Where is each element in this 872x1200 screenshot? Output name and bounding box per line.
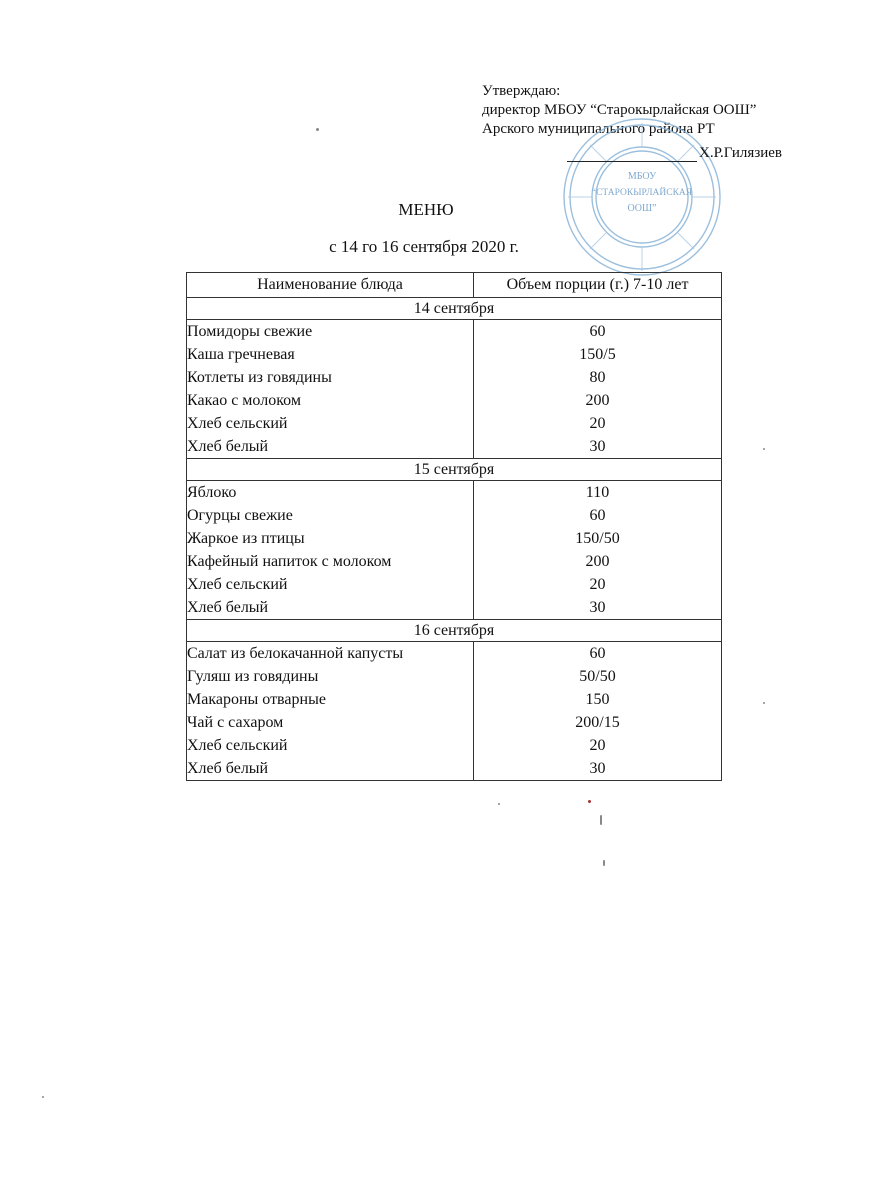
dish-portion: 30 bbox=[589, 438, 606, 455]
day-dishes-row bbox=[187, 642, 722, 781]
dish-names-cell bbox=[187, 481, 474, 620]
scan-speck bbox=[600, 815, 602, 825]
day-header-row bbox=[187, 298, 722, 320]
seal-line-3: ООШ” bbox=[627, 203, 657, 214]
scan-speck bbox=[316, 128, 319, 131]
dish-portion: 150/5 bbox=[579, 346, 616, 363]
dish-portion: 20 bbox=[589, 415, 606, 432]
signatory-name: Х.Р.Гилязиев bbox=[699, 145, 783, 161]
approval-heading: Утверждаю: bbox=[482, 83, 561, 99]
dish-name: Хлеб белый bbox=[187, 599, 269, 616]
dish-portion: 20 bbox=[589, 737, 606, 754]
day-date: 15 сентября bbox=[187, 459, 722, 481]
portion-values-cell bbox=[474, 642, 722, 781]
column-header-portion: Объем порции (г.) 7-10 лет bbox=[474, 273, 722, 298]
scan-speck bbox=[498, 803, 500, 805]
scan-speck bbox=[603, 860, 605, 866]
dish-name: Хлеб сельский bbox=[187, 415, 288, 432]
dish-portion: 150 bbox=[585, 691, 610, 708]
menu-table bbox=[186, 272, 722, 781]
dish-portion: 200/15 bbox=[575, 714, 620, 731]
dish-name: Яблоко bbox=[187, 484, 237, 501]
column-header-dish: Наименование блюда bbox=[187, 273, 474, 298]
day-dishes-row bbox=[187, 481, 722, 620]
dish-portion: 200 bbox=[585, 553, 610, 570]
dish-name: Макароны отварные bbox=[187, 691, 326, 708]
dish-name: Огурцы свежие bbox=[187, 507, 293, 524]
seal-line-2: “СТАРОКЫРЛАЙСКАЯ bbox=[591, 188, 693, 198]
menu-table-body bbox=[187, 298, 722, 781]
scan-speck bbox=[763, 702, 765, 704]
dish-name: Чай с сахаром bbox=[187, 714, 284, 731]
scan-speck bbox=[588, 800, 591, 803]
dish-name: Хлеб сельский bbox=[187, 576, 288, 593]
dish-portion: 60 bbox=[589, 507, 606, 524]
table-header-row bbox=[187, 273, 722, 298]
approval-position: директор МБОУ “Старокырлайская ООШ” bbox=[482, 102, 757, 118]
portion-values-cell bbox=[474, 320, 722, 459]
dish-name: Гуляш из говядины bbox=[187, 668, 319, 685]
dish-portion: 110 bbox=[585, 484, 610, 501]
document-subtitle: с 14 го 16 сентября 2020 г. bbox=[329, 237, 519, 256]
dish-name: Хлеб белый bbox=[187, 760, 269, 777]
dish-portion: 150/50 bbox=[575, 530, 620, 547]
dish-portion: 200 bbox=[585, 392, 610, 409]
day-date: 14 сентября bbox=[187, 298, 722, 320]
dish-name: Хлеб сельский bbox=[187, 737, 288, 754]
dish-portion: 30 bbox=[589, 599, 606, 616]
signature-line bbox=[567, 161, 697, 162]
dish-name: Кафейный напиток с молоком bbox=[187, 553, 392, 570]
day-header-row bbox=[187, 459, 722, 481]
scan-speck bbox=[763, 448, 765, 450]
scan-speck bbox=[42, 1096, 44, 1098]
dish-name: Салат из белокачанной капусты bbox=[187, 645, 404, 662]
seal-line-1: МБОУ bbox=[627, 171, 657, 182]
dish-portion: 80 bbox=[589, 369, 606, 386]
dish-portion: 20 bbox=[589, 576, 606, 593]
approval-district: Арского муниципального района РТ bbox=[482, 121, 715, 137]
dish-name: Какао с молоком bbox=[187, 392, 301, 409]
dish-names-cell bbox=[187, 642, 474, 781]
day-header-row bbox=[187, 620, 722, 642]
signature-row bbox=[567, 145, 797, 162]
day-dishes-row bbox=[187, 320, 722, 459]
dish-portion: 60 bbox=[589, 645, 606, 662]
portion-values-cell bbox=[474, 481, 722, 620]
dish-name: Помидоры свежие bbox=[187, 323, 313, 340]
dish-portion: 50/50 bbox=[579, 668, 616, 685]
dish-names-cell bbox=[187, 320, 474, 459]
dish-name: Котлеты из говядины bbox=[187, 369, 332, 386]
dish-name: Каша гречневая bbox=[187, 346, 295, 363]
dish-name: Хлеб белый bbox=[187, 438, 269, 455]
day-date: 16 сентября bbox=[187, 620, 722, 642]
dish-portion: 30 bbox=[589, 760, 606, 777]
document-title: МЕНЮ bbox=[398, 200, 454, 219]
dish-name: Жаркое из птицы bbox=[187, 530, 305, 547]
dish-portion: 60 bbox=[589, 323, 606, 340]
